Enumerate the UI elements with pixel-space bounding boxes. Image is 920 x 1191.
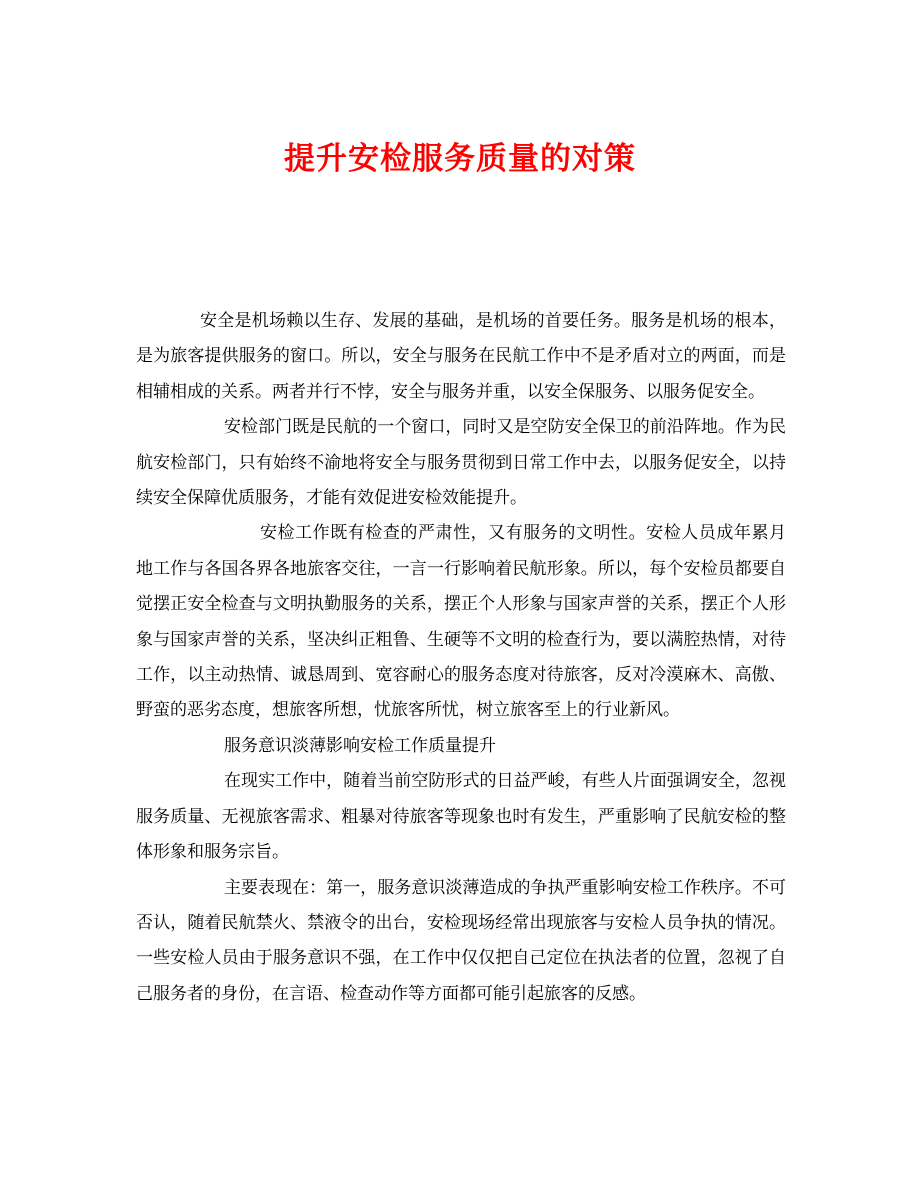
document-body (136, 304, 786, 1012)
document-title: 提升安检服务质量的对策 (284, 140, 636, 177)
paragraph-security-window: 安检部门既是民航的一个窗口，同时又是空防安全保卫的前沿阵地。作为民航安检部门，只有始终不渝地将安全与服务贯彻到日常工作中去，以服务促安全，以持续安全保障优质服务，才能有效促进安检效能提升。 (136, 417, 786, 509)
paragraph-security-work: 安检工作既有检查的严肃性，又有服务的文明性。安检人员成年累月地工作与各国各界各地旅客交往，一言一行影响着民航形象。所以，每个安检员都要自觉摆正安全检查与文明执勤服务的关系，摆正个人形象与国家声誉的关系，摆正个人形象与国家声誉的关系，坚决纠正粗鲁、生硬等不文明的检查行为，要以满腔热情，对待工作，以主动热情、诚恳周到、宽容耐心的服务态度对待旅客，反对冷漠麻木、高傲、野蛮的恶劣态度，想旅客所想，忧旅客所忧，树立旅客至上的行业新风。 (136, 523, 786, 721)
paragraph-reality: 在现实工作中，随着当前空防形式的日益严峻，有些人片面强调安全，忽视服务质量、无视旅客需求、粗暴对待旅客等现象也时有发生，严重影响了民航安检的整体形象和服务宗旨。 (136, 771, 786, 863)
paragraph-main-manifestations: 主要表现在：第一，服务意识淡薄造成的争执严重影响安检工作秩序。不可否认，随着民航禁火、禁液令的出台，安检现场经常出现旅客与安检人员争执的情况。一些安检人员由于服务意识不强，在工作中仅仅把自己定位在执法者的位置，忽视了自己服务者的身份，在言语、检查动作等方面都可能引起旅客的反感。 (136, 877, 786, 1004)
section-heading: 服务意识淡薄影响安检工作质量提升 (224, 735, 496, 756)
paragraph-intro: 安全是机场赖以生存、发展的基础，是机场的首要任务。服务是机场的根本，是为旅客提供服务的窗口。所以，安全与服务在民航工作中不是矛盾对立的两面，而是相辅相成的关系。两者并行不悖，安全与服务并重，以安全保服务、以服务促安全。 (136, 311, 786, 402)
